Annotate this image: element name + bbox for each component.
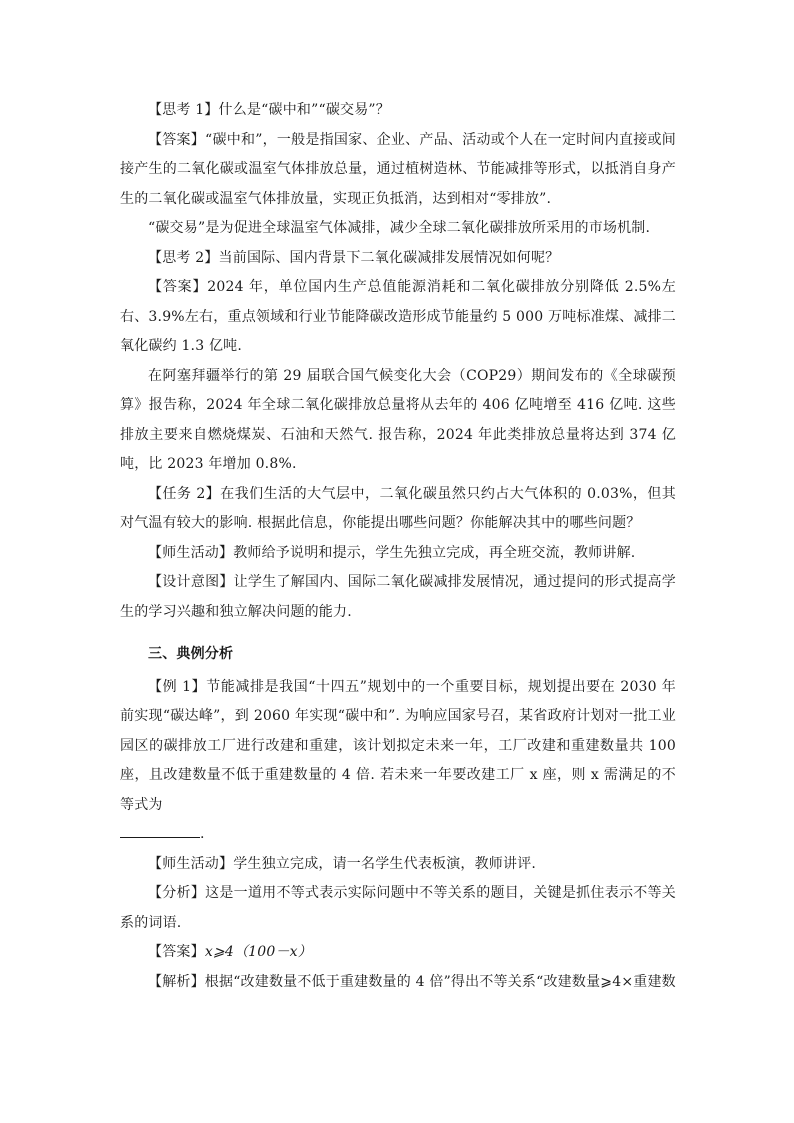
task-2: 【任务 2】在我们生活的大气层中，二氧化碳虽然只约占大气体积的 0.03%，但其对气温有较大的影响. 根据此信息，你能提出哪些问题？你能解决其中的哪些问题？ (120, 485, 676, 531)
teacher-student-activity-2: 【师生活动】学生独立完成，请一名学生代表板演，教师讲评. (148, 855, 537, 872)
answer-3 (120, 938, 676, 968)
think-2: 【思考 2】当前国际、国内背景下二氧化碳减排发展情况如何呢？ (148, 249, 560, 266)
design-intent: 【设计意图】让学生了解国内、国际二氧化碳减排发展情况，通过提问的形式提高学生的学习兴趣和独立解决问题的能力. (120, 574, 676, 620)
example-1-end: . (200, 826, 205, 842)
document-page (120, 96, 676, 997)
cop29-paragraph: 在阿塞拜疆举行的第 29 届联合国气候变化大会（COP29）期间发布的《全球碳预算》报告称，2024 年全球二氧化碳排放总量将从去年的 406 亿吨增至 416 亿吨. 这些排放主要来自燃烧煤炭、石油和天然气. 报告称，2024 年此类排放总量将达到 374 亿吨，比 2023 年增加 0.8%. (120, 367, 676, 472)
explanation: 【解析】根据“改建数量不低于重建数量的 4 倍”得出不等关系“改建数量⩾4×重建数 (148, 973, 676, 990)
teacher-student-activity-1: 【师生活动】教师给予说明和提示，学生先独立完成，再全班交流，教师讲解. (148, 544, 636, 561)
answer-1: 【答案】“碳中和”，一般是指国家、企业、产品、活动或个人在一定时间内直接或间接产生的二氧化碳或温室气体排放总量，通过植树造林、节能减排等形式，以抵消自身产生的二氧化碳或温室气体排放量，实现正负抵消，达到相对“零排放”. (120, 131, 676, 207)
answer-3-label: 【答案】 (148, 944, 205, 960)
analysis: 【分析】这是一道用不等式表示实际问题中不等关系的题目，关键是抓住表示不等关系的词语. (120, 885, 676, 931)
example-1 (120, 673, 676, 850)
section-heading: 三、典例分析 (148, 646, 234, 662)
answer-2: 【答案】2024 年，单位国内生产总值能源消耗和二氧化碳排放分别降低 2.5%左右、3.9%左右，重点领域和行业节能降碳改造形成节能量约 5 000 万吨标准煤、减排二氧化碳约 1.3 亿吨. (120, 279, 676, 354)
answer-blank (120, 823, 200, 838)
think-1: 【思考 1】什么是“碳中和”“碳交易”？ (148, 102, 390, 118)
answer-1-carbon-trading: “碳交易”是为促进全球温室气体减排，减少全球二氧化碳排放所采用的市场机制. (148, 220, 651, 236)
answer-3-formula: x⩾4（100－x） (204, 944, 312, 960)
example-1-text: 【例 1】节能减排是我国“十四五”规划中的一个重要目标，规划提出要在 2030 年前实现“碳达峰”，到 2060 年实现“碳中和”. 为响应国家号召，某省政府计划对一批工业园区的碳排放工厂进行改建和重建，该计划拟定未来一年，工厂改建和重建数量共 100 座，且改建数量不低于重建数量的 4 倍. 若未来一年要改建工厂 x 座，则 x 需满足的不等式为 (120, 678, 676, 813)
